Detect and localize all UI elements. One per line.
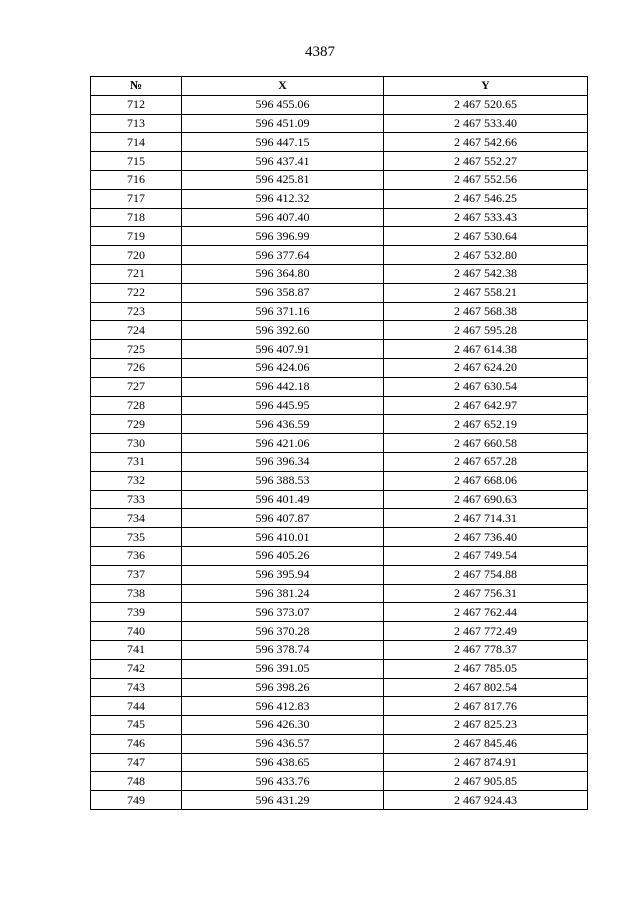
cell-y: 2 467 874.91 [384,753,588,772]
table-row [91,603,588,622]
cell-number: 726 [91,358,182,377]
cell-number: 739 [91,603,182,622]
cell-number: 740 [91,622,182,641]
cell-x: 596 438.65 [182,753,384,772]
page-number: 4387 [305,44,335,60]
cell-number: 728 [91,396,182,415]
cell-number: 715 [91,152,182,171]
cell-number: 738 [91,584,182,603]
cell-y: 2 467 595.28 [384,321,588,340]
cell-x: 596 410.01 [182,528,384,547]
table-row [91,114,588,133]
cell-y: 2 467 530.64 [384,227,588,246]
cell-number: 743 [91,678,182,697]
table-row [91,678,588,697]
table-row [91,152,588,171]
cell-y: 2 467 756.31 [384,584,588,603]
cell-number: 720 [91,246,182,265]
table-row [91,246,588,265]
cell-y: 2 467 785.05 [384,659,588,678]
cell-number: 747 [91,753,182,772]
cell-number: 718 [91,208,182,227]
cell-x: 596 424.06 [182,358,384,377]
cell-number: 716 [91,170,182,189]
cell-y: 2 467 754.88 [384,565,588,584]
cell-y: 2 467 533.43 [384,208,588,227]
cell-number: 748 [91,772,182,791]
cell-y: 2 467 533.40 [384,114,588,133]
table-row [91,208,588,227]
cell-y: 2 467 657.28 [384,452,588,471]
cell-y: 2 467 817.76 [384,697,588,716]
cell-x: 596 388.53 [182,471,384,490]
header-x: X [182,77,384,96]
cell-y: 2 467 642.97 [384,396,588,415]
cell-x: 596 381.24 [182,584,384,603]
table-row [91,396,588,415]
header-y: Y [384,77,588,96]
cell-y: 2 467 825.23 [384,716,588,735]
cell-x: 596 451.09 [182,114,384,133]
cell-y: 2 467 558.21 [384,283,588,302]
cell-number: 719 [91,227,182,246]
cell-x: 596 370.28 [182,622,384,641]
cell-y: 2 467 905.85 [384,772,588,791]
cell-y: 2 467 736.40 [384,528,588,547]
cell-number: 724 [91,321,182,340]
header-number: № [91,77,182,96]
table-row [91,95,588,114]
table-row [91,509,588,528]
cell-x: 596 378.74 [182,640,384,659]
table-row [91,622,588,641]
cell-y: 2 467 924.43 [384,791,588,810]
table-row [91,791,588,810]
cell-y: 2 467 749.54 [384,546,588,565]
cell-x: 596 433.76 [182,772,384,791]
cell-x: 596 407.87 [182,509,384,528]
cell-y: 2 467 568.38 [384,302,588,321]
table-body [91,95,588,809]
table-row [91,170,588,189]
cell-y: 2 467 668.06 [384,471,588,490]
cell-number: 713 [91,114,182,133]
cell-number: 745 [91,716,182,735]
cell-number: 736 [91,546,182,565]
cell-x: 596 391.05 [182,659,384,678]
cell-number: 742 [91,659,182,678]
cell-x: 596 421.06 [182,434,384,453]
cell-x: 596 407.40 [182,208,384,227]
cell-number: 723 [91,302,182,321]
cell-number: 734 [91,509,182,528]
table-row [91,321,588,340]
table-row [91,640,588,659]
cell-number: 733 [91,490,182,509]
table-row [91,546,588,565]
cell-x: 596 447.15 [182,133,384,152]
cell-x: 596 436.59 [182,415,384,434]
table-row [91,377,588,396]
cell-y: 2 467 802.54 [384,678,588,697]
cell-y: 2 467 714.31 [384,509,588,528]
table-row [91,471,588,490]
cell-x: 596 407.91 [182,340,384,359]
cell-y: 2 467 532.80 [384,246,588,265]
cell-x: 596 358.87 [182,283,384,302]
cell-y: 2 467 624.20 [384,358,588,377]
table-row [91,528,588,547]
cell-y: 2 467 542.66 [384,133,588,152]
cell-x: 596 371.16 [182,302,384,321]
cell-number: 714 [91,133,182,152]
cell-number: 730 [91,434,182,453]
cell-y: 2 467 520.65 [384,95,588,114]
table-row [91,189,588,208]
table-row [91,415,588,434]
cell-number: 731 [91,452,182,471]
cell-x: 596 373.07 [182,603,384,622]
cell-y: 2 467 546.25 [384,189,588,208]
cell-number: 727 [91,377,182,396]
table-row [91,753,588,772]
cell-x: 596 377.64 [182,246,384,265]
table-row [91,283,588,302]
table-row [91,772,588,791]
cell-y: 2 467 630.54 [384,377,588,396]
cell-x: 596 425.81 [182,170,384,189]
cell-number: 722 [91,283,182,302]
cell-x: 596 436.57 [182,734,384,753]
coordinates-table [90,76,588,810]
cell-y: 2 467 762.44 [384,603,588,622]
cell-y: 2 467 652.19 [384,415,588,434]
cell-x: 596 431.29 [182,791,384,810]
cell-number: 717 [91,189,182,208]
cell-y: 2 467 660.58 [384,434,588,453]
cell-number: 746 [91,734,182,753]
cell-y: 2 467 690.63 [384,490,588,509]
cell-x: 596 392.60 [182,321,384,340]
table-header-row [91,77,588,96]
cell-number: 741 [91,640,182,659]
table-row [91,358,588,377]
cell-x: 596 426.30 [182,716,384,735]
cell-x: 596 396.99 [182,227,384,246]
cell-number: 712 [91,95,182,114]
cell-y: 2 467 552.27 [384,152,588,171]
cell-y: 2 467 772.49 [384,622,588,641]
cell-number: 749 [91,791,182,810]
table-row [91,584,588,603]
cell-x: 596 455.06 [182,95,384,114]
table-row [91,490,588,509]
cell-y: 2 467 614.38 [384,340,588,359]
cell-x: 596 401.49 [182,490,384,509]
cell-number: 732 [91,471,182,490]
cell-x: 596 395.94 [182,565,384,584]
table-row [91,565,588,584]
table-row [91,697,588,716]
table-row [91,227,588,246]
cell-y: 2 467 542.38 [384,264,588,283]
table-row [91,340,588,359]
cell-y: 2 467 778.37 [384,640,588,659]
cell-x: 596 412.32 [182,189,384,208]
cell-number: 729 [91,415,182,434]
cell-x: 596 442.18 [182,377,384,396]
cell-x: 596 445.95 [182,396,384,415]
table-row [91,659,588,678]
table-row [91,302,588,321]
cell-number: 735 [91,528,182,547]
cell-number: 725 [91,340,182,359]
table-row [91,452,588,471]
cell-y: 2 467 552.56 [384,170,588,189]
cell-number: 737 [91,565,182,584]
table-row [91,716,588,735]
table-row [91,264,588,283]
cell-x: 596 412.83 [182,697,384,716]
cell-x: 596 364.80 [182,264,384,283]
table-row [91,734,588,753]
cell-y: 2 467 845.46 [384,734,588,753]
table-row [91,133,588,152]
cell-number: 744 [91,697,182,716]
cell-x: 596 396.34 [182,452,384,471]
cell-x: 596 437.41 [182,152,384,171]
cell-x: 596 398.26 [182,678,384,697]
cell-number: 721 [91,264,182,283]
cell-x: 596 405.26 [182,546,384,565]
table-row [91,434,588,453]
